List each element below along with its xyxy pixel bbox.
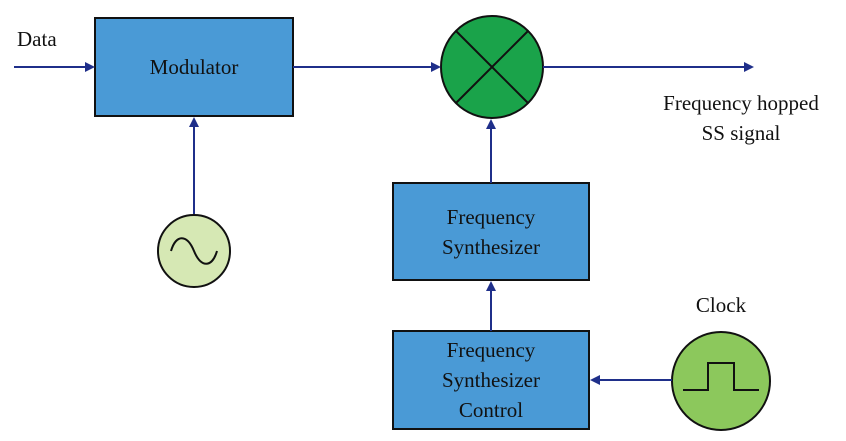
data-input-label: Data	[17, 27, 57, 51]
modulator-label: Modulator	[149, 55, 239, 79]
sine-wave-icon	[158, 215, 230, 287]
frequency-synthesizer-control-label: Frequency Synthesizer Control	[442, 338, 540, 422]
frequency-synthesizer-label: Frequency Synthesizer	[442, 204, 540, 259]
clock-label: Clock	[695, 293, 747, 317]
output-signal-label: Frequency hopped SS signal	[663, 91, 819, 145]
multiplier-x-icon	[441, 16, 543, 118]
square-pulse-icon	[672, 332, 770, 430]
